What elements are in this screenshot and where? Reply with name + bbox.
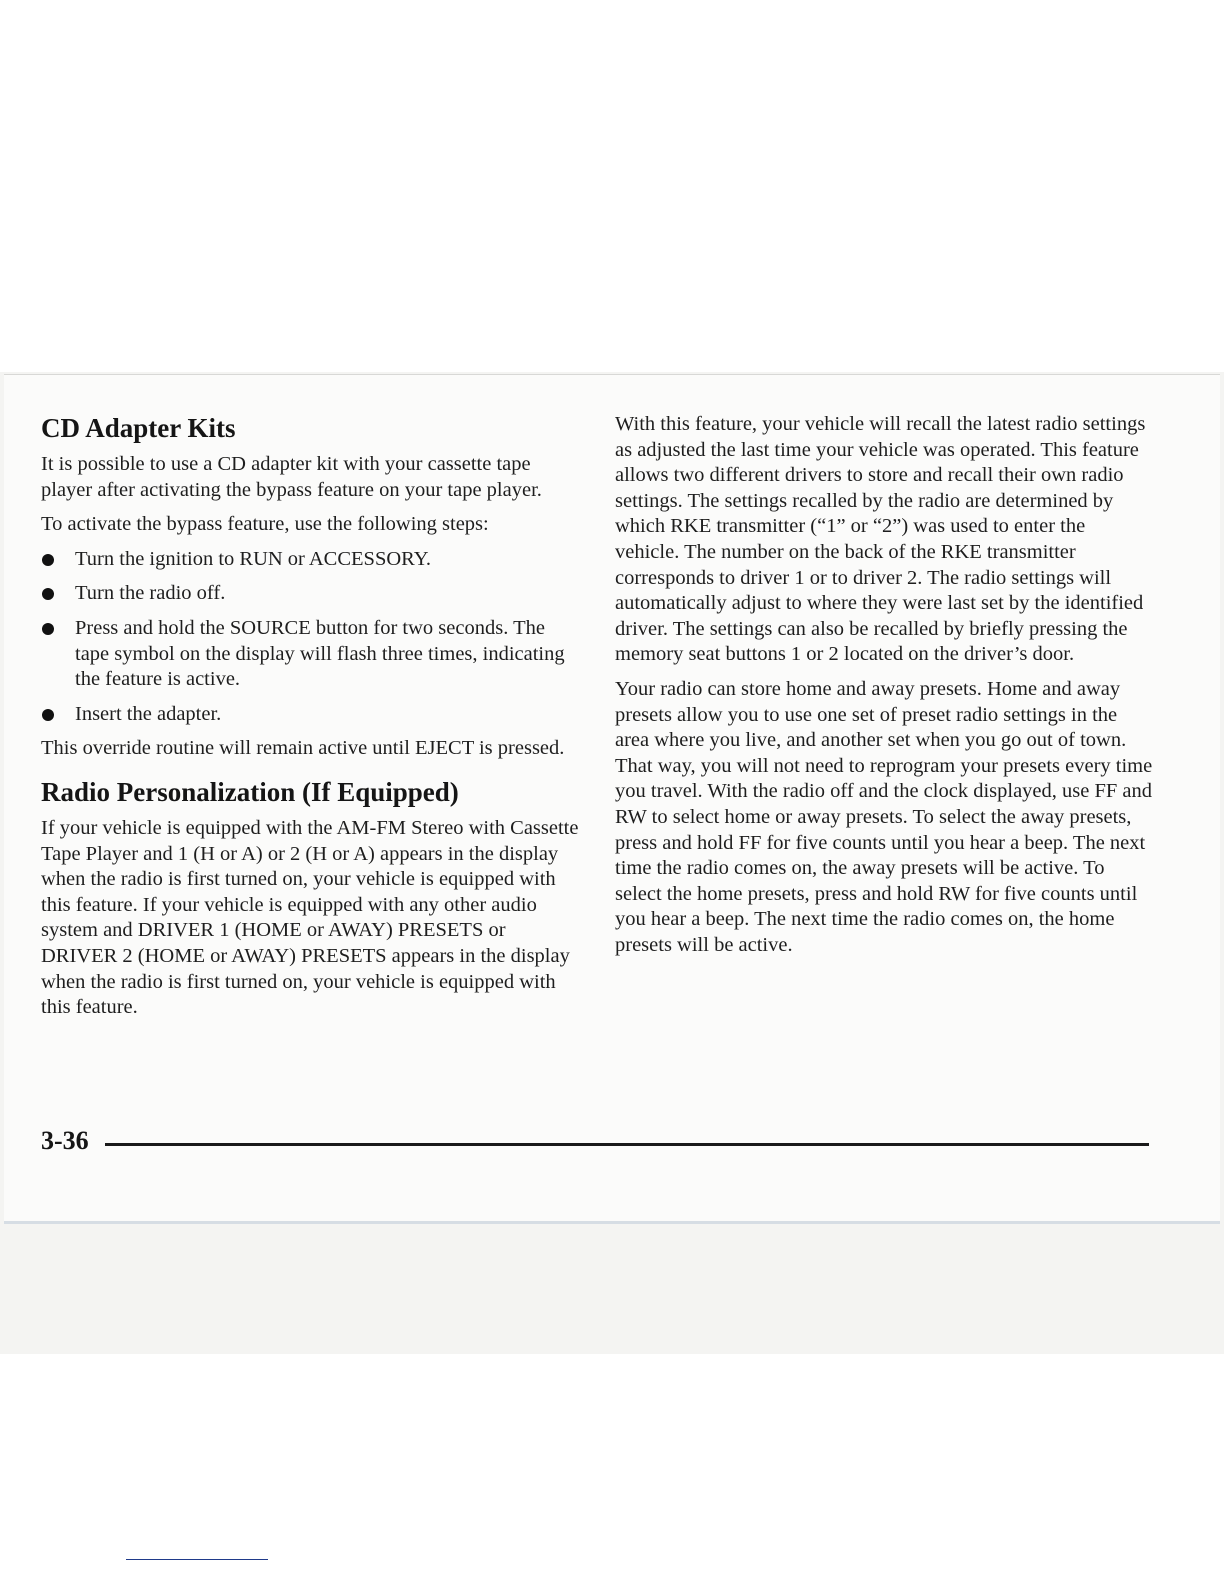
list-item bbox=[41, 702, 579, 728]
list-item-text: Press and hold the SOURCE button for two seconds. The tape symbol on the display will flash three times, indicating the feature is active. bbox=[75, 616, 565, 691]
paragraph-radio-personalization: If your vehicle is equipped with the AM-FM Stereo with Cassette Tape Player and 1 (H or A) or 2 (H or A) appears in the display when the radio is first turned on, your vehicle is equipped with this feature. If your vehicle is equipped with any other audio system and DRIVER 1 (HOME or AWAY) PRESETS or DRIVER 2 (HOME or AWAY) PRESETS appears in the display when the radio is first turned on, your vehicle is equipped with this feature. bbox=[41, 816, 579, 1019]
bullet-icon bbox=[42, 588, 54, 600]
bypass-steps-list bbox=[41, 547, 579, 728]
list-item bbox=[41, 581, 579, 607]
list-item bbox=[41, 616, 579, 693]
paragraph-recall-settings: With this feature, your vehicle will recall the latest radio settings as adjusted the last time your vehicle was operated. This feature allows two different drivers to store and recall their own radio settings. The settings recalled by the radio are determined by which RKE transmitter (“1” or “2”) was used to enter the vehicle. The number on the back of the RKE transmitter corresponds to driver 1 or to driver 2. The radio settings will automatically adjust to where they were last set by the identified driver. The settings can also be recalled by briefly pressing the memory seat buttons 1 or 2 located on the driver’s door. bbox=[615, 413, 1146, 666]
paragraph-bypass-steps-intro: To activate the bypass feature, use the following steps: bbox=[41, 513, 489, 536]
paragraph-cd-adapter-intro: It is possible to use a CD adapter kit with your cassette tape player after activating the bypass feature on your tape player. bbox=[41, 453, 542, 501]
right-column bbox=[615, 412, 1153, 967]
list-item-text: Turn the ignition to RUN or ACCESSORY. bbox=[75, 547, 431, 570]
list-item-text: Insert the adapter. bbox=[75, 702, 222, 725]
page-number: 3-36 bbox=[41, 1126, 89, 1155]
left-column bbox=[41, 412, 579, 1030]
page-footer bbox=[41, 1126, 1149, 1156]
heading-radio-personalization: Radio Personalization (If Equipped) bbox=[41, 776, 459, 807]
bullet-icon bbox=[42, 709, 54, 721]
list-item bbox=[41, 547, 579, 573]
bullet-icon bbox=[42, 554, 54, 566]
paragraph-home-away-presets: Your radio can store home and away presets. Home and away presets allow you to use one set of preset radio settings in the area where you live, and another set when you go out of town. That way, you will not need to reprogram your presets every time you travel. With the radio off and the clock displayed, use FF and RW to select home or away presets. To select the away presets, press and hold FF for five counts until you hear a beep. The next time the radio comes on, the away presets will be active. To select the home presets, press and hold RW for five counts until you hear a beep. The next time the radio comes on, the home presets will be active. bbox=[615, 677, 1153, 956]
list-item-text: Turn the radio off. bbox=[75, 582, 226, 605]
paragraph-override-routine: This override routine will remain active until EJECT is pressed. bbox=[41, 737, 565, 760]
heading-cd-adapter-kits: CD Adapter Kits bbox=[41, 413, 236, 443]
footer-rule bbox=[105, 1143, 1149, 1146]
bottom-divider bbox=[126, 1559, 268, 1560]
bullet-icon bbox=[42, 623, 54, 635]
